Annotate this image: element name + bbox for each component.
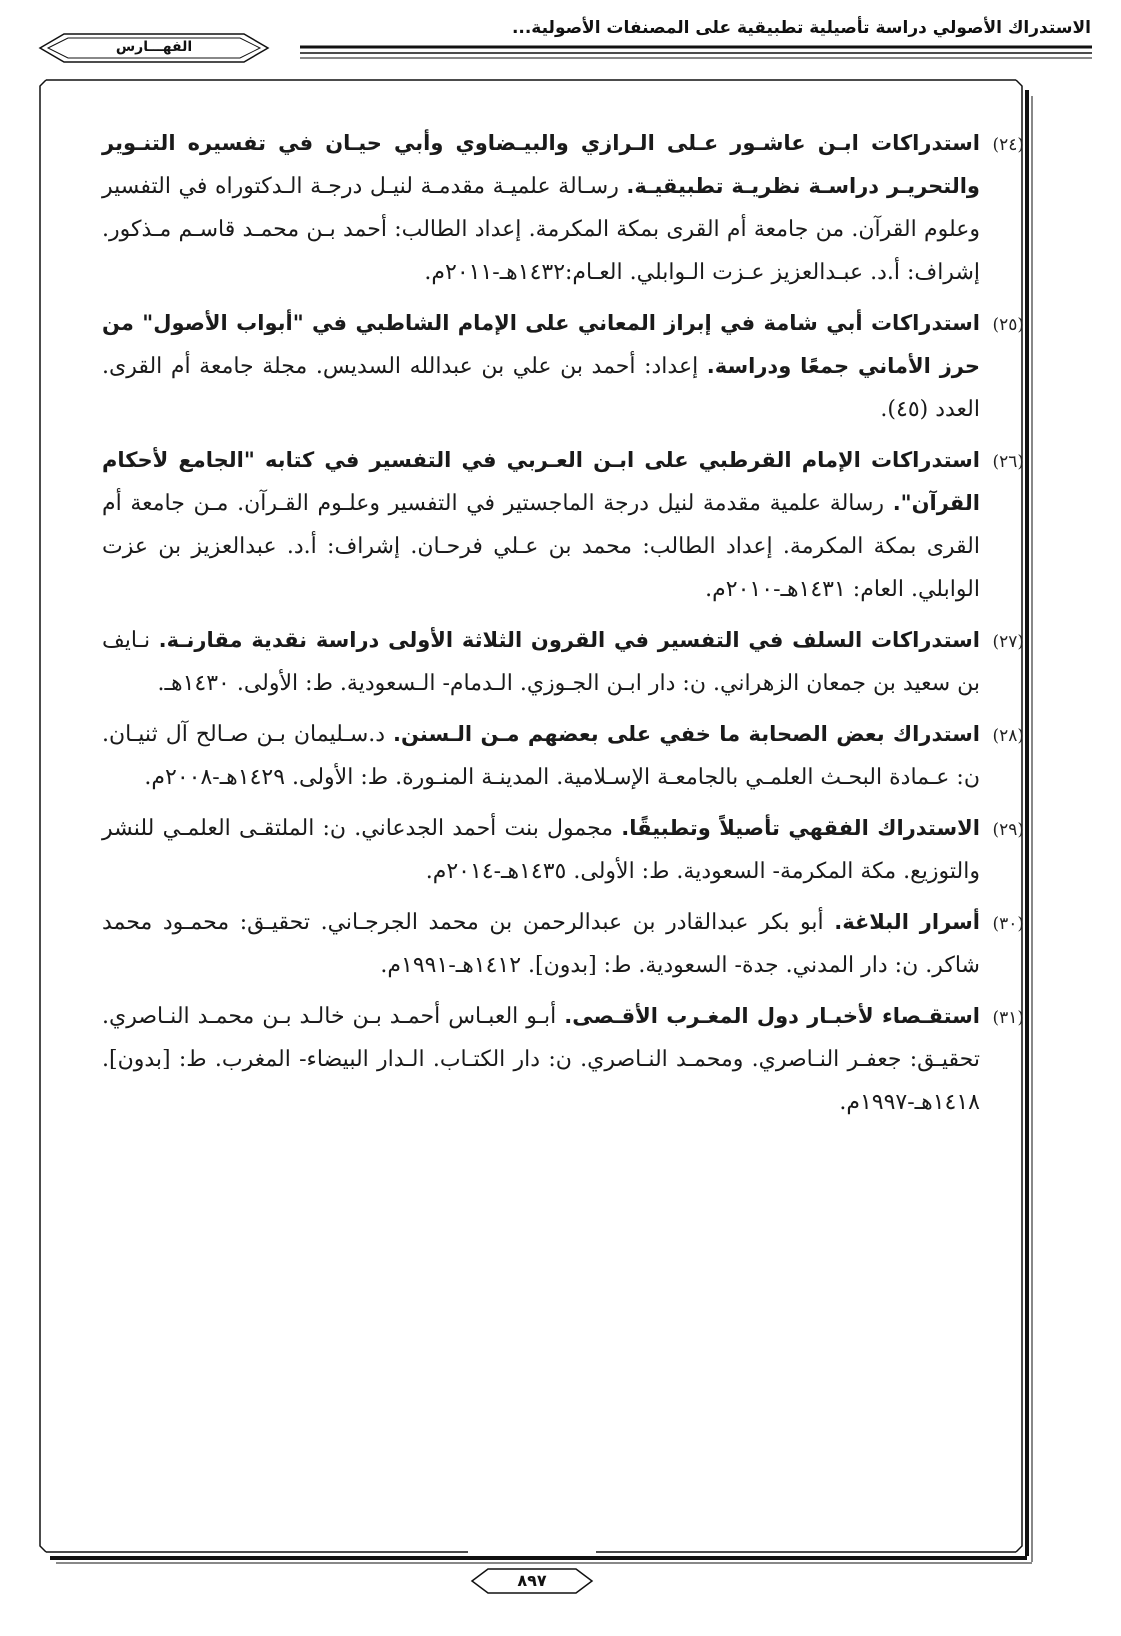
entry-28: [102, 713, 1024, 799]
section-label: الفهـــارس: [115, 39, 193, 55]
book-title: الاستدراك الأصولي دراسة تأصيلية تطبيقية على المصنفات الأصولية...: [511, 18, 1091, 38]
entry-body: رسـالة علميـة مقدمـة لنيـل درجـة الـدكتوراه في التفسير وعلوم القرآن. من جامعة أم القرى بمكة المكرمة. إعداد الطالب: أحمد بـن محمـد قاسـم مـذكور. إشراف: أ.د. عبـدالعزيز عـزت الـوابلي. العـام:١٤٣٢هـ-٢٠١١م.: [102, 174, 980, 285]
entry-title: أسرار البلاغة.: [834, 910, 980, 934]
entry-title: استدراكات أبي شامة في إبراز المعاني على الإمام الشاطبي في "أبواب الأصول" من حرز الأماني جمعًا ودراسة.: [102, 311, 980, 378]
entry-title: استدراكات الإمام القرطبي على ابـن العـربي في التفسير في كتابه "الجامع لأحكام القرآن".: [102, 448, 980, 515]
entry-title: استدراك بعض الصحابة ما خفي على بعضهم مـن الـسنن.: [393, 722, 980, 746]
entry-body: رسالة علمية مقدمة لنيل درجة الماجستير في التفسير وعلـوم القـرآن. مـن جامعة أم القرى بمكة المكرمة. إعداد الطالب: محمد بن عـلي فرحـان. إشراف: أ.د. عبدالعزيز بن عزت الوابلي. العام: ١٤٣١هـ-٢٠١٠م.: [102, 491, 980, 602]
entry-number: (٢٥): [992, 315, 1024, 335]
entry-body: نـايف بن سعيد بن جمعان الزهراني. ن: دار ابـن الجـوزي. الـدمام- الـسعودية. ط: الأولى. ١٤٣٠هـ.: [102, 628, 980, 696]
entry-30: [102, 901, 1024, 987]
entry-number: (٢٤): [992, 135, 1024, 155]
entry-number: (٣٠): [992, 914, 1024, 934]
entry-29: [102, 807, 1024, 893]
entry-number: (٢٧): [992, 632, 1024, 652]
entry-27: [102, 619, 1024, 705]
entry-body: أبو بكر عبدالقادر بن عبدالرحمن بن محمد الجرجـاني. تحقيـق: محمـود محمد شاكر. ن: دار المدني. جدة- السعودية. ط: [بدون]. ١٤١٢هـ-١٩٩١م.: [102, 910, 980, 978]
entry-body: مجمول بنت أحمد الجدعاني. ن: الملتقـى العلمـي للنشر والتوزيع. مكة المكرمة- السعودية. ط: الأولى. ١٤٣٥هـ-٢٠١٤م.: [102, 816, 980, 884]
entry-title: استقـصاء لأخبـار دول المغـرب الأقـصى.: [564, 1004, 981, 1028]
entry-number: (٢٦): [992, 452, 1024, 472]
bibliography-list: [102, 122, 1024, 1132]
entry-number: (٢٩): [992, 820, 1024, 840]
entry-title: استدراكات ابـن عاشـور عـلى الـرازي والبيـضاوي وأبي حيـان في تفسيره التنـوير والتحريـر دراسـة نظريـة تطبيقيـة.: [102, 131, 980, 198]
entry-25: [102, 302, 1024, 431]
entry-31: [102, 995, 1024, 1124]
page-number-badge: [470, 1565, 594, 1597]
entry-24: [102, 122, 1024, 294]
entry-body: إعداد: أحمد بن علي بن عبدالله السديس. مجلة جامعة أم القرى. العدد (٤٥).: [102, 354, 980, 422]
entry-number: (٢٨): [992, 726, 1024, 746]
entry-title: استدراكات السلف في التفسير في القرون الثلاثة الأولى دراسة نقدية مقارنـة.: [158, 628, 980, 652]
entry-body: أبـو العبـاس أحمـد بـن خالـد بـن محمـد النـاصري. تحقيـق: جعفـر النـاصري. ومحمـد النـاصري. ن: دار الكتـاب. الـدار البيضاء- المغرب. ط: [بدون]. ١٤١٨هـ-١٩٩٧م.: [102, 1004, 980, 1115]
entry-number: (٣١): [992, 1008, 1024, 1028]
entry-26: [102, 439, 1024, 611]
page-number: ٨٩٧: [517, 1571, 547, 1590]
entry-body: د.سـليمان بـن صـالح آل ثنيـان. ن: عـمادة البحـث العلمـي بالجامعـة الإسـلامية. المدينـة المنـورة. ط: الأولى. ١٤٢٩هـ-٢٠٠٨م.: [102, 722, 980, 790]
entry-title: الاستدراك الفقهي تأصيلاً وتطبيقًا.: [621, 816, 980, 840]
